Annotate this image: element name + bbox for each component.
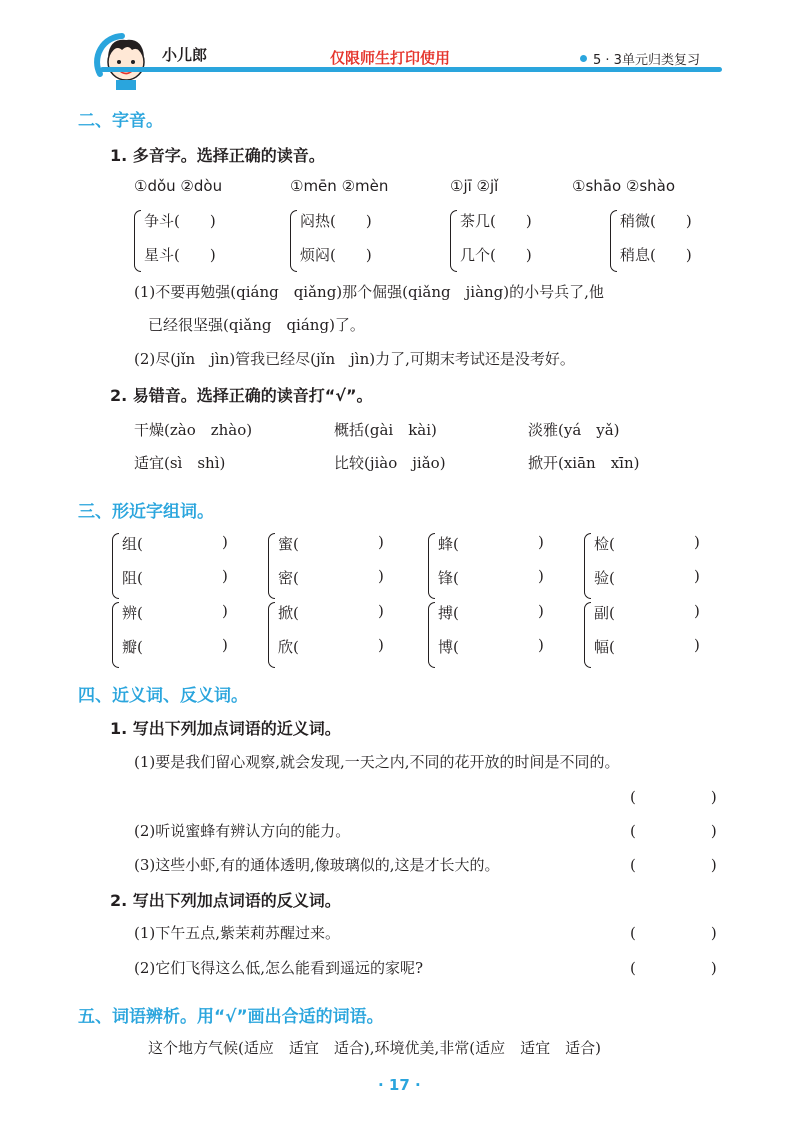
word-choice-sentence: 这个地方气候(适应 适宜 适合),环境优美,非常(适应 适宜 适合) xyxy=(148,1039,601,1057)
pinyin-item-4: 适宜(sì shì) xyxy=(134,454,226,472)
polyphone-group-shao xyxy=(610,208,750,274)
close-paren: ) xyxy=(378,533,384,551)
print-notice: 仅限师生打印使用 xyxy=(330,49,451,67)
close-paren: ) xyxy=(378,602,384,620)
close-paren: ) xyxy=(538,567,544,585)
close-paren: ) xyxy=(222,602,228,620)
word-jige: 几个( ) xyxy=(460,246,532,264)
synonym-item-1: (1)要是我们留心观察,就会发现,一天之内,不同的花开放的时间是不同的。 xyxy=(134,753,620,771)
answer-blank[interactable]: ( ) xyxy=(630,822,717,840)
word-shaoxi: 稍息( ) xyxy=(620,246,692,264)
section-heading-3: 三、形近字组词。 xyxy=(78,502,214,522)
char-mi2: 密( xyxy=(278,569,299,587)
pinyin-item-3: 淡雅(yá yǎ) xyxy=(528,421,620,439)
char-feng2: 锋( xyxy=(438,569,459,587)
bullet-icon xyxy=(580,55,587,62)
synonym-item-2: (2)听说蜜蜂有辨认方向的能力。 xyxy=(134,822,351,840)
page-number: · 17 · xyxy=(378,1076,421,1094)
polyphone-group-dou xyxy=(134,208,274,274)
word-menre: 闷热( ) xyxy=(300,212,372,230)
char-bo2: 博( xyxy=(438,638,459,656)
char-bian: 辨( xyxy=(122,604,143,622)
char-mi: 蜜( xyxy=(278,535,299,553)
options-shao: ①shāo ②shào xyxy=(572,177,676,195)
pinyin-item-6: 掀开(xiān xīn) xyxy=(528,454,640,472)
polyphone-group-ji xyxy=(450,208,590,274)
char-feng: 蜂( xyxy=(438,535,459,553)
answer-blank[interactable]: ( ) xyxy=(630,788,717,806)
close-paren: ) xyxy=(538,602,544,620)
char-yan: 验( xyxy=(594,569,615,587)
pinyin-item-5: 比较(jiào jiǎo) xyxy=(334,454,446,472)
sentence-1-line2: 已经很坚强(qiǎng qiáng)了。 xyxy=(148,316,365,334)
word-zhengdou: 争斗( ) xyxy=(144,212,216,230)
word-chaji: 茶几( ) xyxy=(460,212,532,230)
close-paren: ) xyxy=(538,636,544,654)
char-bo: 搏( xyxy=(438,604,459,622)
antonym-item-1: (1)下午五点,紫茉莉苏醒过来。 xyxy=(134,924,341,942)
section-heading-4: 四、近义词、反义词。 xyxy=(78,686,248,706)
char-xin: 欣( xyxy=(278,638,299,656)
char-ban: 瓣( xyxy=(122,638,143,656)
close-paren: ) xyxy=(222,636,228,654)
word-shaowei: 稍微( ) xyxy=(620,212,692,230)
word-xingdou: 星斗( ) xyxy=(144,246,216,264)
answer-blank[interactable]: ( ) xyxy=(630,924,717,942)
section-heading-5: 五、词语辨析。用“√”画出合适的词语。 xyxy=(78,1007,384,1027)
close-paren: ) xyxy=(378,636,384,654)
close-paren: ) xyxy=(222,533,228,551)
similar-char-group xyxy=(268,600,418,672)
similar-char-group xyxy=(584,531,734,603)
sentence-1-line1: (1)不要再勉强(qiáng qiǎng)那个倔强(qiǎng jiàng)的小号兵了,他 xyxy=(134,283,604,301)
question-2-2-title: 2. 易错音。选择正确的读音打“√”。 xyxy=(110,386,373,405)
similar-char-group xyxy=(268,531,418,603)
unit-title: 5 · 3单元归类复习 xyxy=(593,53,700,68)
pinyin-item-2: 概括(gài kài) xyxy=(334,421,437,439)
close-paren: ) xyxy=(378,567,384,585)
similar-char-group xyxy=(112,531,262,603)
answer-blank[interactable]: ( ) xyxy=(630,959,717,977)
options-dou: ①dǒu ②dòu xyxy=(134,177,223,195)
boy-mascot-logo xyxy=(92,30,156,90)
answer-blank[interactable]: ( ) xyxy=(630,856,717,874)
char-fu2: 幅( xyxy=(594,638,615,656)
similar-char-group xyxy=(428,531,578,603)
sentence-2: (2)尽(jǐn jìn)管我已经尽(jǐn jìn)力了,可期末考试还是没考好。 xyxy=(134,350,575,368)
similar-char-group xyxy=(584,600,734,672)
char-zu2: 阻( xyxy=(122,569,143,587)
word-fanmen: 烦闷( ) xyxy=(300,246,372,264)
synonym-item-3: (3)这些小虾,有的通体透明,像玻璃似的,这是才长大的。 xyxy=(134,856,500,874)
close-paren: ) xyxy=(694,567,700,585)
options-ji: ①jī ②jǐ xyxy=(450,177,499,195)
question-4-2-title: 2. 写出下列加点词语的反义词。 xyxy=(110,891,341,910)
close-paren: ) xyxy=(222,567,228,585)
char-fu: 副( xyxy=(594,604,615,622)
polyphone-group-men xyxy=(290,208,430,274)
question-2-1-title: 1. 多音字。选择正确的读音。 xyxy=(110,146,325,165)
brand-name: 小儿郎 xyxy=(162,46,208,64)
close-paren: ) xyxy=(694,533,700,551)
char-zu: 组( xyxy=(122,535,143,553)
similar-char-group xyxy=(112,600,262,672)
question-4-1-title: 1. 写出下列加点词语的近义词。 xyxy=(110,719,341,738)
char-xian: 掀( xyxy=(278,604,299,622)
similar-char-group xyxy=(428,600,578,672)
close-paren: ) xyxy=(694,636,700,654)
pinyin-item-1: 干燥(zào zhào) xyxy=(134,421,253,439)
antonym-item-2: (2)它们飞得这么低,怎么能看到遥远的家呢? xyxy=(134,959,424,977)
close-paren: ) xyxy=(538,533,544,551)
section-heading-2: 二、字音。 xyxy=(78,111,163,131)
close-paren: ) xyxy=(694,602,700,620)
char-jian: 检( xyxy=(594,535,615,553)
options-men: ①mēn ②mèn xyxy=(290,177,389,195)
